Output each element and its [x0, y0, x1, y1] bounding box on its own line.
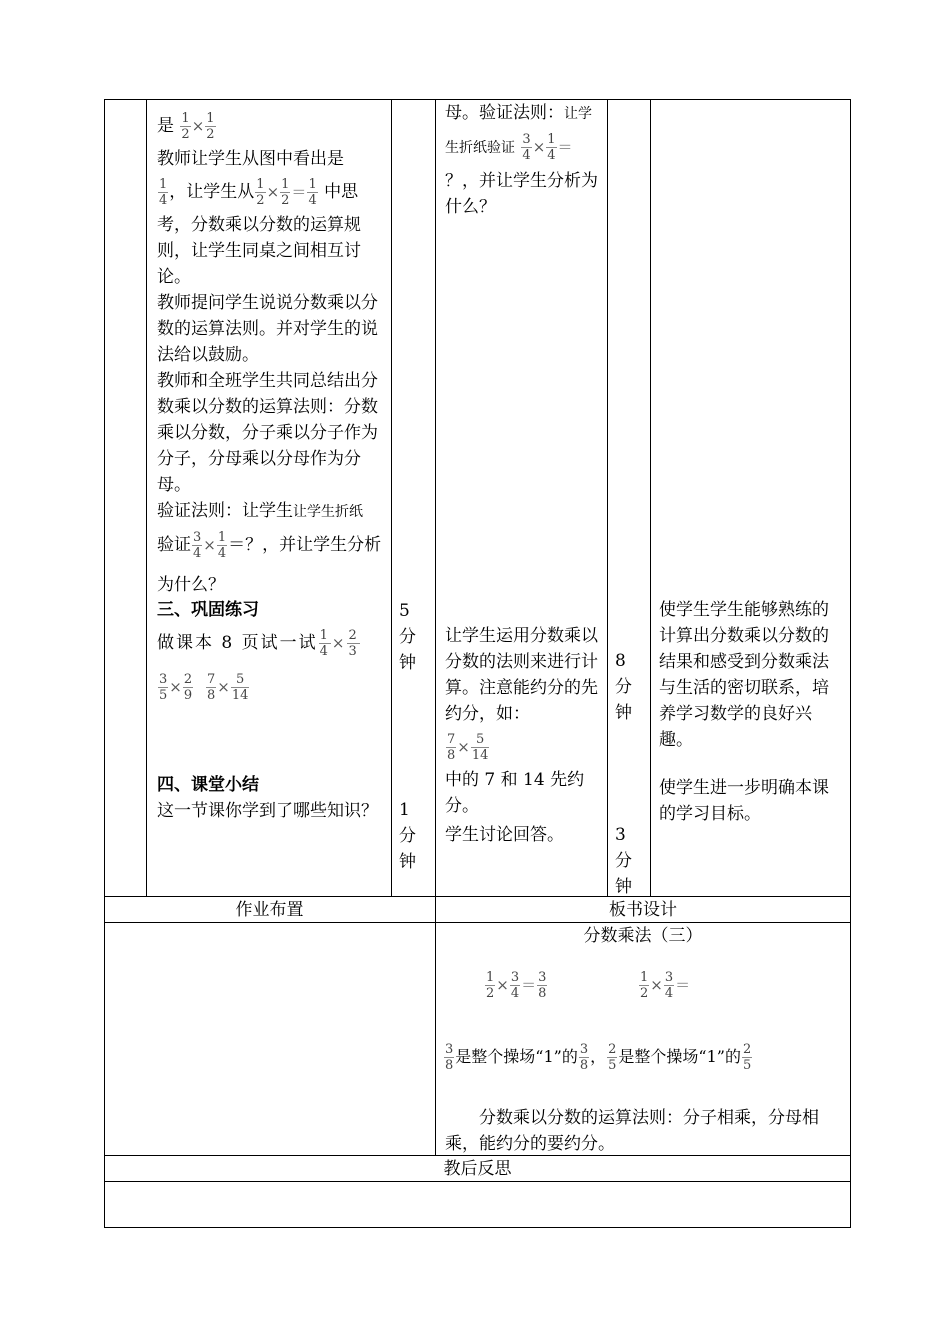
fraction: $\frac{1}{2}$	[256, 177, 265, 208]
fraction: $\frac{1}{4}$	[319, 628, 330, 659]
col-divider	[650, 99, 651, 896]
board-title: 分数乘法（三）	[583, 926, 703, 946]
time-unit: 分钟	[399, 826, 416, 872]
text: 母。验证法则：	[445, 103, 564, 123]
board-statement: $\frac{3}{8}$ 是整个操场“1”的 $\frac{3}{8}$ ， $\frac{2}{5}$ 是整个操场“1”的 $\frac{2}{5}$	[445, 1042, 752, 1073]
row-divider	[104, 896, 851, 897]
text: ，让学生从	[169, 182, 255, 202]
fraction: $\frac{1}{2}$	[206, 111, 215, 142]
fraction: $\frac{3}{8}$	[445, 1042, 454, 1073]
fraction: $\frac{2}{9}$	[183, 672, 193, 703]
time-value: 1	[399, 800, 410, 820]
design-intent-column	[659, 597, 843, 827]
fraction: $\frac{2}{3}$	[348, 628, 359, 659]
time-value: 3	[615, 825, 626, 845]
fraction: $\frac{7}{8}$	[447, 732, 456, 763]
time-unit: 分钟	[399, 627, 416, 673]
time-unit: 分钟	[615, 851, 632, 897]
fraction: $\frac{1}{4}$	[159, 177, 168, 208]
paragraph: 教师和全班学生共同总结出分数乘以分数的运算法则：分数乘以分数，分子乘以分子作为分子，分母乘以分母作为分母。	[157, 371, 378, 495]
fraction: $\frac{1}{2}$	[640, 970, 649, 1001]
fraction: $\frac{3}{8}$	[579, 1042, 589, 1073]
fraction: $\frac{1}{2}$	[486, 970, 495, 1001]
paragraph: 教师让学生从图中看出是	[157, 149, 344, 169]
text: 验证	[157, 535, 191, 555]
fraction: $\frac{1}{4}$	[547, 132, 556, 163]
text: 验证法则：让学生	[157, 501, 293, 521]
fraction: $\frac{1}{4}$	[217, 530, 227, 561]
fraction: $\frac{3}{5}$	[159, 672, 168, 703]
student-practice-text: 让学生运用分数乘以分数的法则来进行计算。注意能约分的先约分，如： $\frac{7}{8}$ × $\frac{5}{14}$ 中的 7 和 14 先约分。	[445, 623, 603, 819]
paragraph: 使学生进一步明确本课的学习目标。	[659, 778, 829, 824]
col-divider	[391, 99, 392, 896]
text: 是整个操场“1”的	[618, 1047, 741, 1066]
fraction: $\frac{3}{4}$	[193, 530, 202, 561]
student-activity-column: 母。验证法则：让学 生折纸验证 $\frac{3}{4}$ × $\frac{1}{4}$ ＝ ？，并让学生分析为什么？	[445, 100, 603, 220]
text: 让学生折纸	[293, 504, 363, 520]
time-value: 5	[399, 601, 410, 621]
fraction: $\frac{3}{4}$	[664, 970, 674, 1001]
paragraph: 分数乘以分数的运算法则：分子相乘，分母相乘，能约分的要约分。	[445, 1108, 819, 1154]
fraction: $\frac{3}{8}$	[538, 970, 547, 1001]
paragraph: 学生讨论回答。	[445, 825, 564, 845]
row-divider	[104, 922, 851, 923]
board-rule	[445, 1105, 845, 1157]
fraction: $\frac{3}{4}$	[522, 132, 531, 163]
fraction: $\frac{3}{4}$	[510, 970, 520, 1001]
paragraph: 让学生运用分数乘以分数的法则来进行计算。注意能约分的先约分，如：	[445, 626, 598, 724]
text: 中思	[324, 182, 359, 202]
practice-section: 三、巩固练习 做课本 8 页试一试 $\frac{1}{4}$ × $\frac{2}{3}$ $\frac{3}{5}$ × $\frac{2}{9}$ $\frac{7}{8}$ × $\frac{5}{14}$	[157, 597, 385, 711]
time-column-b	[399, 797, 421, 875]
summary-section	[157, 772, 385, 824]
fraction: $\frac{1}{4}$	[308, 177, 317, 208]
col-divider	[607, 99, 608, 896]
time-column-d	[615, 822, 637, 900]
fraction: $\frac{2}{5}$	[608, 1042, 617, 1073]
fraction: $\frac{5}{14}$	[231, 672, 249, 703]
fraction: $\frac{2}{5}$	[742, 1042, 752, 1073]
row-divider	[104, 1181, 851, 1182]
paragraph: 考，分数乘以分数的运算规则，让学生同桌之间相互讨论。	[157, 215, 361, 287]
time-column-a	[399, 598, 421, 676]
text: ＝？，并让学生分析为什么？	[157, 535, 382, 595]
section-title: 四、课堂小结	[157, 775, 259, 795]
col-divider	[146, 99, 147, 896]
paragraph: ？，并让学生分析为什么？	[445, 171, 598, 217]
board-design-header: 板书设计	[609, 900, 677, 920]
paragraph: 这一节课你学到了哪些知识？	[157, 801, 378, 821]
fraction: $\frac{1}{2}$	[281, 177, 290, 208]
time-value: 8	[615, 651, 626, 671]
col-divider	[435, 99, 436, 1155]
fraction: $\frac{5}{14}$	[471, 732, 489, 763]
text: 是	[157, 116, 174, 136]
text: 是整个操场“1”的	[455, 1047, 578, 1066]
homework-header: 作业布置	[235, 900, 304, 920]
paragraph: 教师提问学生说说分数乘以分数的运算法则。并对学生的说法给以鼓励。	[157, 293, 378, 365]
time-unit: 分钟	[615, 677, 632, 723]
paragraph: 使学生学生能够熟练的计算出分数乘以分数的结果和感受到分数乘法与生活的密切联系，培养学习数学的良好兴趣。	[659, 600, 829, 750]
paragraph: 中的 7 和 14 先约分。	[445, 770, 585, 816]
text: 做课本 8 页试一试	[157, 633, 318, 653]
board-equation-1: $\frac{1}{2}$ × $\frac{3}{4}$ ＝ $\frac{3}{8}$	[486, 970, 547, 1001]
student-discussion-text	[445, 822, 603, 848]
text: 让学	[564, 106, 592, 122]
fraction: $\frac{1}{2}$	[181, 111, 190, 142]
fraction: $\frac{7}{8}$	[206, 672, 216, 703]
board-equation-2: $\frac{1}{2}$ × $\frac{3}{4}$ ＝	[640, 970, 691, 1001]
time-column-c	[615, 648, 637, 726]
reflection-header: 教后反思	[443, 1159, 512, 1179]
teaching-process-column: 是 $\frac{1}{2}$ × $\frac{1}{2}$ 教师让学生从图中看出是 $\frac{1}{4}$ ，让学生从 $\frac{1}{2}$ × $\frac{1}{2}$ ＝ $\frac{1}{4}$ 中思 考，分数乘以分数的运算规则，让学生同桌之间相互讨论。 教师提问学生说说分数乘以分数的运算法则。并对学生的说法给以鼓励。 教师和全班学生共同总结出分数乘以分数的运算法则：分数乘以分数，分子乘以分子作为分子，分母乘以分母作为分母。 验证法则：让学生让学生折纸 验证 $\frac{3}{4}$ × $\frac{1}{4}$ ＝？，并让学生分析为什么？	[157, 106, 385, 605]
section-title: 三、巩固练习	[157, 600, 259, 620]
text: 生折纸验证	[445, 140, 515, 156]
